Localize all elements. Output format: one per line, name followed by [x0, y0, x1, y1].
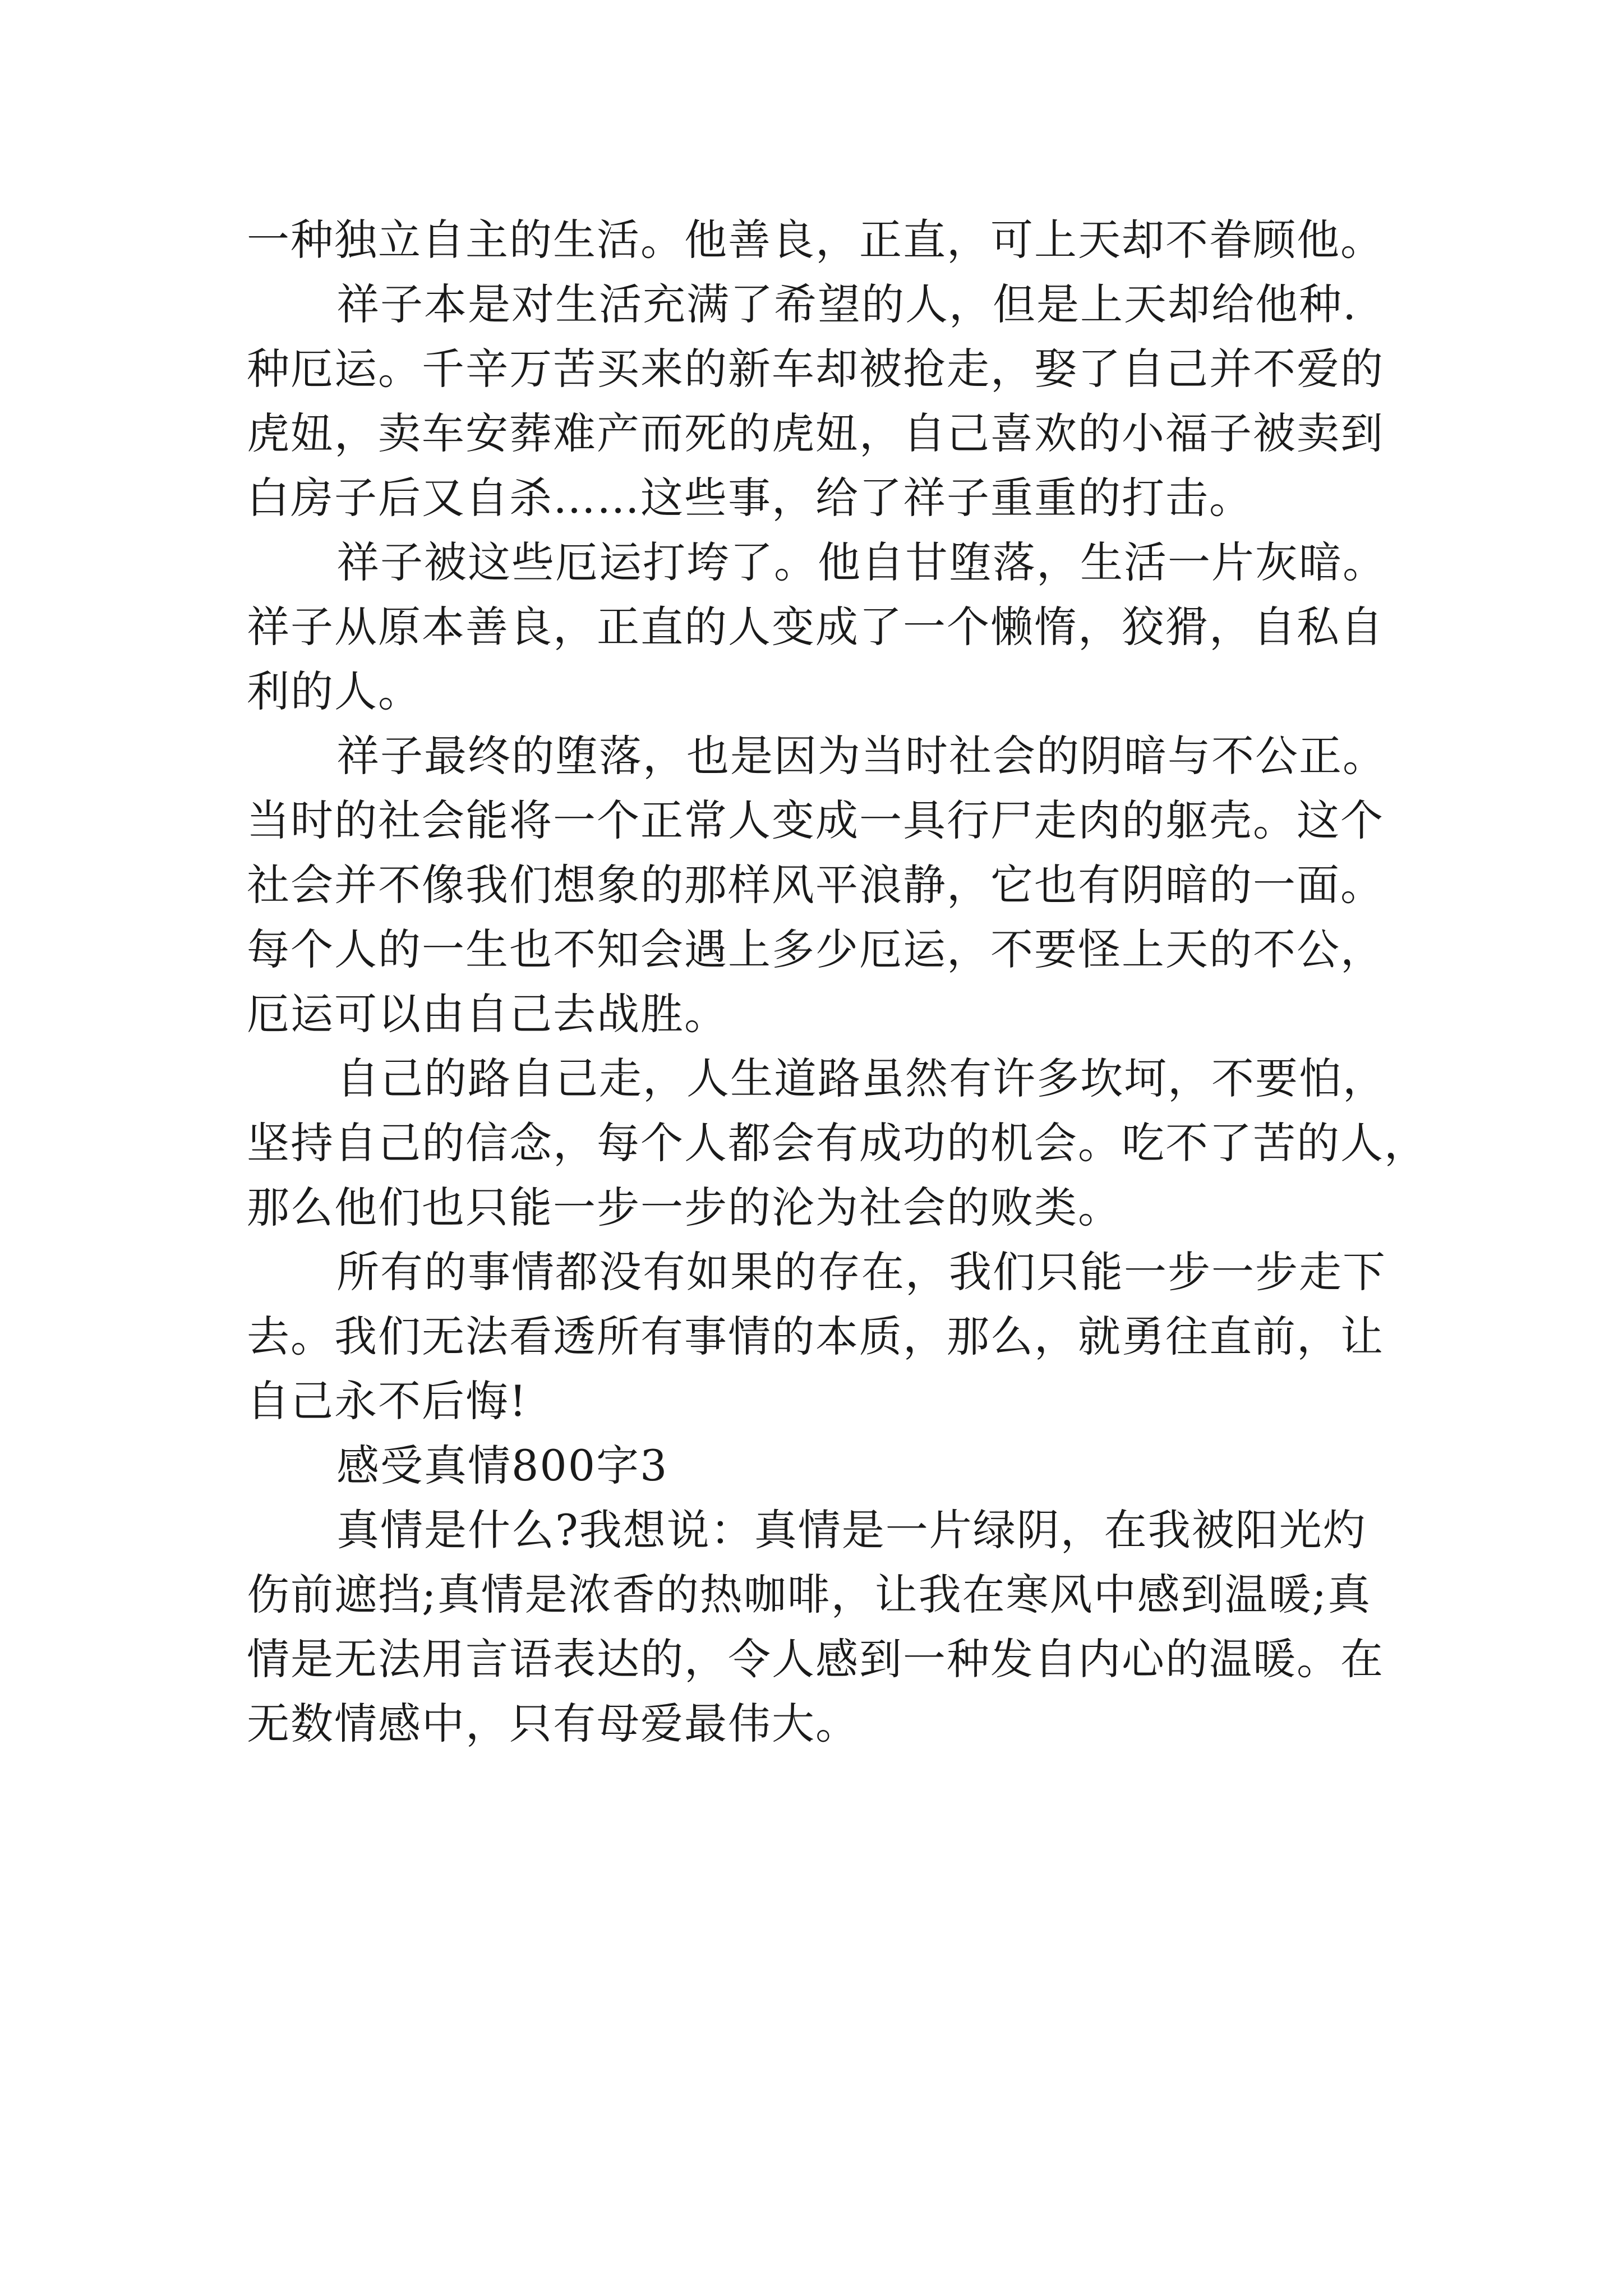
text-line: 一种独立自主的生活。他善良，正直，可上天却不眷顾他。 — [247, 215, 1384, 265]
text-line: 祥子从原本善良，正直的人变成了一个懒惰，狡猾，自私自 — [247, 602, 1384, 652]
text-line: 情是无法用言语表达的，令人感到一种发自内心的温暖。在 — [247, 1634, 1384, 1684]
text-line: 坚持自己的信念，每个人都会有成功的机会。吃不了苦的人， — [247, 1118, 1428, 1168]
text-line: 每个人的一生也不知会遇上多少厄运，不要怪上天的不公， — [247, 924, 1384, 974]
text-line: 祥子最终的堕落，也是因为当时社会的阴暗与不公正。 — [336, 731, 1386, 781]
text-line: 利的人。 — [247, 666, 422, 716]
text-line: 真情是什么?我想说：真情是一片绿阴，在我被阳光灼 — [336, 1505, 1367, 1555]
text-line: 当时的社会能将一个正常人变成一具行尸走肉的躯壳。这个 — [247, 795, 1384, 845]
text-line: 祥子被这些厄运打垮了。他自甘堕落，生活一片灰暗。 — [336, 537, 1386, 587]
text-line: 无数情感中，只有母爱最伟大。 — [247, 1699, 859, 1749]
text-line: 种厄运。千辛万苦买来的新车却被抢走，娶了自己并不爱的 — [247, 344, 1384, 394]
text-line: 去。我们无法看透所有事情的本质，那么，就勇往直前，让 — [247, 1312, 1384, 1361]
section-heading: 感受真情800字3 — [336, 1441, 668, 1490]
text-line: 祥子本是对生活充满了希望的人，但是上天却给他种. — [336, 279, 1358, 329]
text-line: 那么他们也只能一步一步的沦为社会的败类。 — [247, 1182, 1122, 1232]
text-line: 虎妞，卖车安葬难产而死的虎妞，自己喜欢的小福子被卖到 — [247, 408, 1384, 458]
text-line: 社会并不像我们想象的那样风平浪静，它也有阴暗的一面。 — [247, 860, 1384, 910]
text-line: 自己的路自己走，人生道路虽然有许多坎坷，不要怕， — [336, 1053, 1386, 1103]
text-line: 所有的事情都没有如果的存在，我们只能一步一步走下 — [336, 1247, 1386, 1297]
text-line: 白房子后又自杀……这些事，给了祥子重重的打击。 — [247, 473, 1253, 523]
text-line: 伤前遮挡;真情是浓香的热咖啡，让我在寒风中感到温暖;真 — [247, 1570, 1372, 1619]
text-line: 厄运可以由自己去战胜。 — [247, 989, 728, 1039]
text-line: 自己永不后悔! — [247, 1376, 528, 1426]
